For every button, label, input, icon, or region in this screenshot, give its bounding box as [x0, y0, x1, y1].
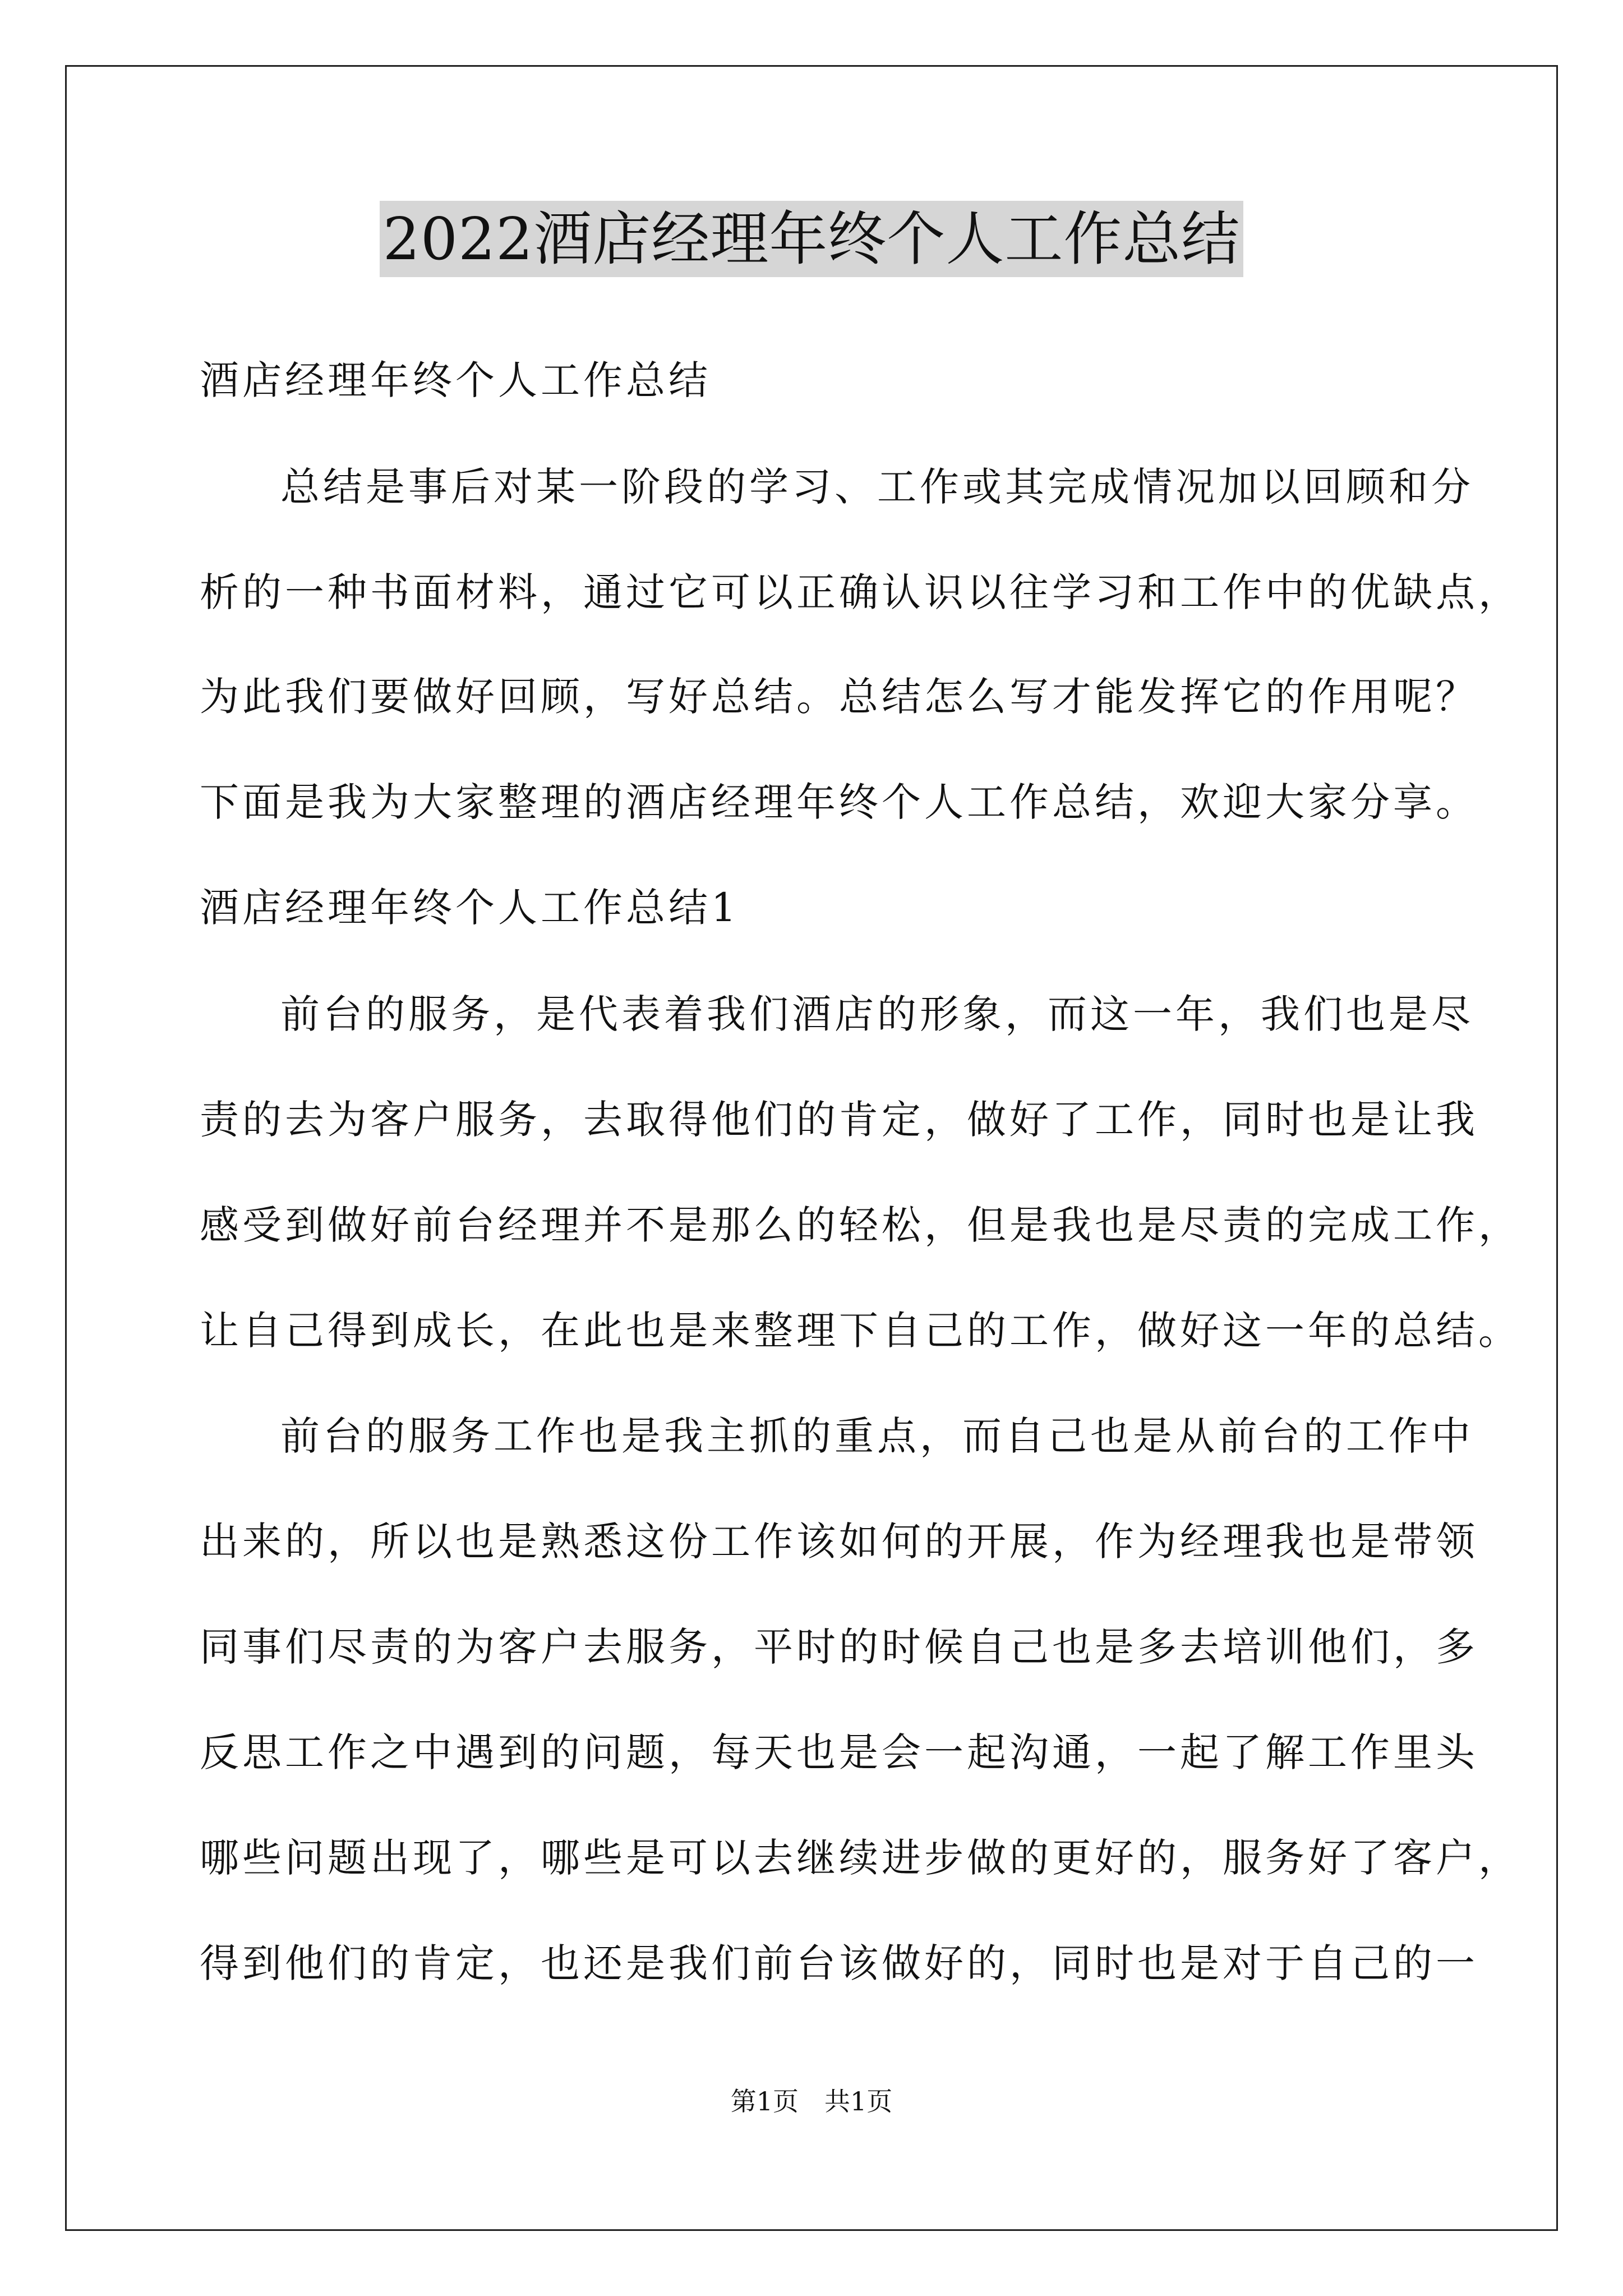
- paragraph-line: 总结是事后对某一阶段的学习、工作或其完成情况加以回顾和分: [280, 464, 1474, 510]
- paragraph-line: 感受到做好前台经理并不是那么的轻松，但是我也是尽责的完成工作，: [200, 1202, 1521, 1248]
- paragraph-line: 得到他们的肯定，也还是我们前台该做好的，同时也是对于自己的一: [200, 1940, 1478, 1986]
- section-heading: 酒店经理年终个人工作总结1: [200, 885, 740, 931]
- paragraph-line: 前台的服务，是代表着我们酒店的形象，而这一年，我们也是尽: [280, 991, 1474, 1037]
- section-heading: 酒店经理年终个人工作总结: [200, 357, 711, 403]
- document-title: 2022酒店经理年终个人工作总结: [380, 201, 1244, 277]
- page-footer: 第1页 共1页: [730, 2086, 893, 2116]
- paragraph-line: 哪些问题出现了，哪些是可以去继续进步做的更好的，服务好了客户，: [200, 1835, 1521, 1881]
- paragraph-line: 责的去为客户服务，去取得他们的肯定，做好了工作，同时也是让我: [200, 1097, 1478, 1143]
- paragraph-line: 出来的，所以也是熟悉这份工作该如何的开展，作为经理我也是带领: [200, 1519, 1478, 1565]
- paragraph-line: 为此我们要做好回顾，写好总结。总结怎么写才能发挥它的作用呢？: [200, 674, 1478, 720]
- paragraph-line: 前台的服务工作也是我主抓的重点，而自己也是从前台的工作中: [280, 1413, 1474, 1459]
- paragraph-line: 下面是我为大家整理的酒店经理年终个人工作总结，欢迎大家分享。: [200, 779, 1478, 825]
- paragraph-line: 让自己得到成长，在此也是来整理下自己的工作，做好这一年的总结。: [200, 1308, 1521, 1354]
- paragraph-line: 同事们尽责的为客户去服务，平时的时候自己也是多去培训他们，多: [200, 1624, 1478, 1670]
- title-wrapper: [0, 201, 1623, 277]
- paragraph-line: 析的一种书面材料，通过它可以正确认识以往学习和工作中的优缺点，: [200, 569, 1521, 615]
- paragraph-line: 反思工作之中遇到的问题，每天也是会一起沟通，一起了解工作里头: [200, 1729, 1478, 1775]
